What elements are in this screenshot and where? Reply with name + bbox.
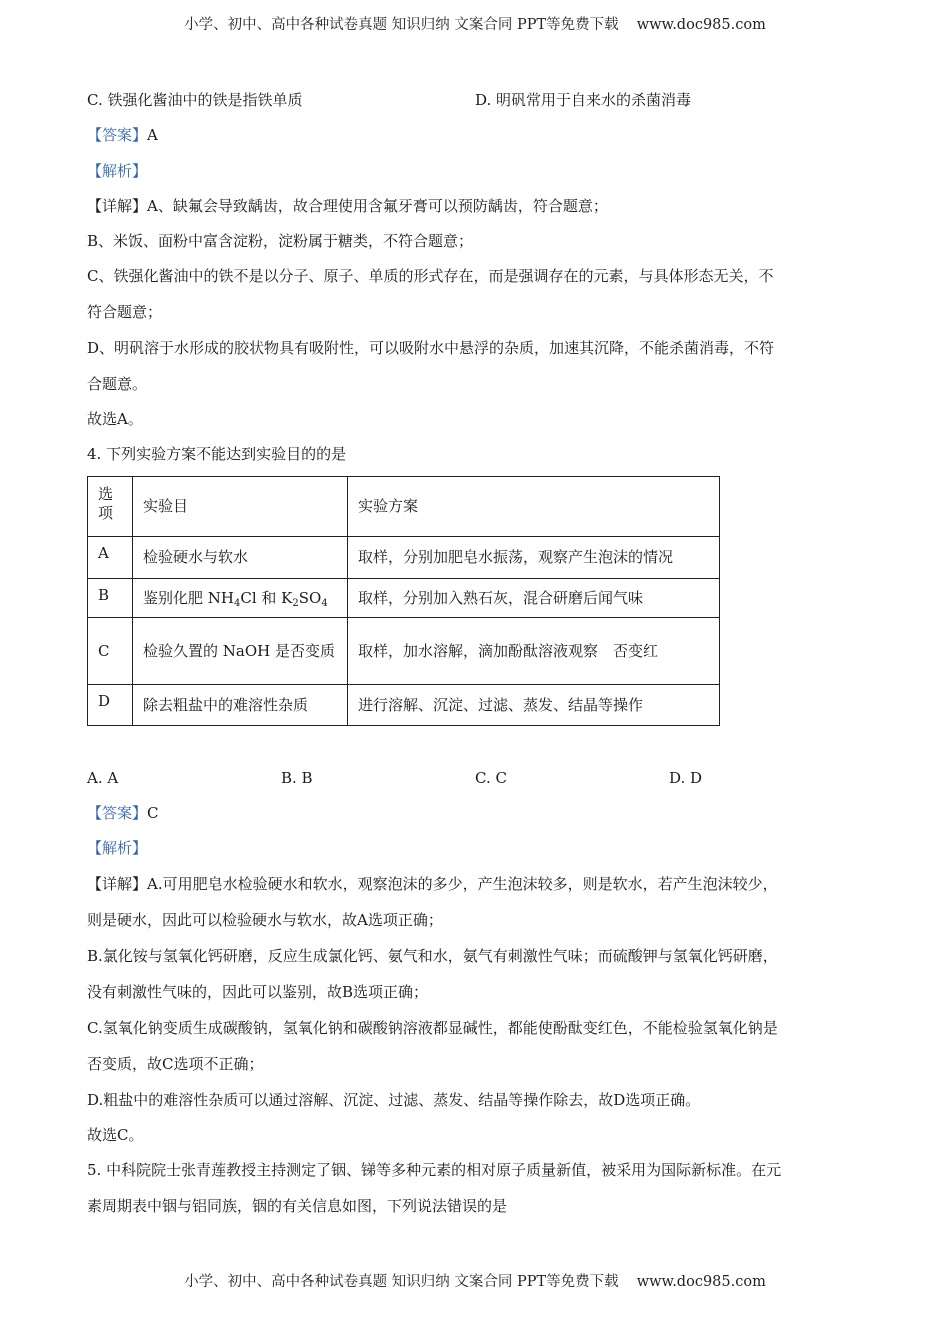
- page-header: [0, 13, 950, 34]
- table-row: [88, 685, 720, 726]
- q4-detail-3b: 否变质，故C选项不正确；: [87, 1055, 264, 1073]
- q5-stem-2: 素周期表中铟与铝同族，铟的有关信息如图，下列说法错误的是: [87, 1197, 508, 1215]
- answer-label: 【答案】: [87, 804, 148, 822]
- q4-conclusion: 故选C。: [87, 1126, 144, 1144]
- q4-choice-a: A. A: [87, 769, 119, 787]
- q3-detail-4a: D、明矾溶于水形成的胶状物具有吸附性，可以吸附水中悬浮的杂质，加速其沉降，不能杀菌消毒，不符: [87, 339, 775, 357]
- q4-detail-4: D.粗盐中的难溶性杂质可以通过溶解、沉淀、过滤、蒸发、结晶等操作除去，故D选项正确。: [87, 1091, 701, 1109]
- row-option: D: [88, 685, 133, 726]
- footer-url[interactable]: www.doc985.com: [636, 1274, 766, 1290]
- q4-detail-1b: 则是硬水，因此可以检验硬水与软水，故A选项正确；: [87, 911, 443, 929]
- header-text: 小学、初中、高中各种试卷真题 知识归纳 文案合同 PPT等免费下载: [184, 17, 619, 33]
- q4-choice-c: C. C: [475, 769, 507, 787]
- q3-detail-4b: 合题意。: [87, 375, 148, 393]
- table-row: [88, 579, 720, 618]
- q4-detail-2b: 没有刺激性气味的，因此可以鉴别，故B选项正确；: [87, 983, 429, 1001]
- row-purpose: 检验硬水与软水: [133, 537, 348, 579]
- q3-analysis-label: 【解析】: [87, 162, 148, 180]
- q3-detail-3a: C、铁强化酱油中的铁不是以分子、原子、单质的形式存在，而是强调存在的元素，与具体形态无关，不: [87, 267, 774, 285]
- page-footer: [0, 1270, 950, 1291]
- q4-detail-3a: C.氢氧化钠变质生成碳酸钠，氢氧化钠和碳酸钠溶液都显碱性，都能使酚酞变红色，不能检验氢氧化钠是: [87, 1019, 778, 1037]
- q3-conclusion: 故选A。: [87, 410, 143, 428]
- row-purpose: 鉴别化肥 $NH_4Cl$ 和 $K_2SO_4$: [133, 579, 348, 618]
- q4-choice-b: B. B: [281, 769, 313, 787]
- q3-answer: [87, 125, 158, 145]
- answer-value: A: [147, 126, 158, 144]
- q3-detail-3b: 符合题意；: [87, 303, 163, 321]
- footer-text: 小学、初中、高中各种试卷真题 知识归纳 文案合同 PPT等免费下载: [184, 1274, 619, 1290]
- header-purpose: 实验目: [133, 477, 348, 537]
- q4-detail-1a: 【详解】A.可用肥皂水检验硬水和软水，观察泡沫的多少，产生泡沫较多，则是软水，若产生泡沫较少，: [87, 875, 778, 893]
- row-plan: 取样，分别加肥皂水振荡，观察产生泡沫的情况: [348, 537, 720, 579]
- row-plan: 取样，分别加入熟石灰，混合研磨后闻气味: [348, 579, 720, 618]
- header-option: 选项: [88, 477, 133, 537]
- q3-option-c: C. 铁强化酱油中的铁是指铁单质: [87, 91, 303, 109]
- answer-value: C: [147, 804, 159, 822]
- q4-detail-2a: B.氯化铵与氢氧化钙研磨，反应生成氯化钙、氨气和水，氨气有刺激性气味；而硫酸钾与氢氧化钙研磨，: [87, 947, 778, 965]
- table-row: [88, 618, 720, 685]
- table-row: [88, 537, 720, 579]
- row-option: A: [88, 537, 133, 579]
- q4-answer: [87, 803, 159, 823]
- q4-analysis-label: 【解析】: [87, 839, 148, 857]
- detail-label: 【详解】: [87, 197, 148, 215]
- q3-detail-2: B、米饭、面粉中富含淀粉，淀粉属于糖类，不符合题意；: [87, 232, 474, 250]
- q3-option-d: D. 明矾常用于自来水的杀菌消毒: [475, 91, 692, 109]
- row-purpose: 检验久置的 NaOH 是否变质: [133, 618, 348, 685]
- header-plan: 实验方案: [348, 477, 720, 537]
- row-option: B: [88, 579, 133, 618]
- q4-experiment-table: [87, 476, 720, 726]
- row-option: C: [88, 618, 133, 685]
- header-url[interactable]: www.doc985.com: [636, 17, 766, 33]
- row-purpose: 除去粗盐中的难溶性杂质: [133, 685, 348, 726]
- q4-stem: 4. 下列实验方案不能达到实验目的的是: [87, 445, 347, 463]
- answer-label: 【答案】: [87, 126, 148, 144]
- q5-stem-1: 5. 中科院院士张青莲教授主持测定了铟、锑等多种元素的相对原子质量新值，被采用为国际新标准。在元: [87, 1161, 782, 1179]
- row-plan: 进行溶解、沉淀、过滤、蒸发、结晶等操作: [348, 685, 720, 726]
- q4-choice-d: D. D: [669, 769, 703, 787]
- detail-label: 【详解】: [87, 875, 148, 893]
- row-plan: 取样，加水溶解，滴加酚酞溶液观察 否变红: [348, 618, 720, 685]
- q3-detail-1: 【详解】A、缺氟会导致龋齿，故合理使用含氟牙膏可以预防龋齿，符合题意；: [87, 197, 608, 215]
- table-header-row: [88, 477, 720, 537]
